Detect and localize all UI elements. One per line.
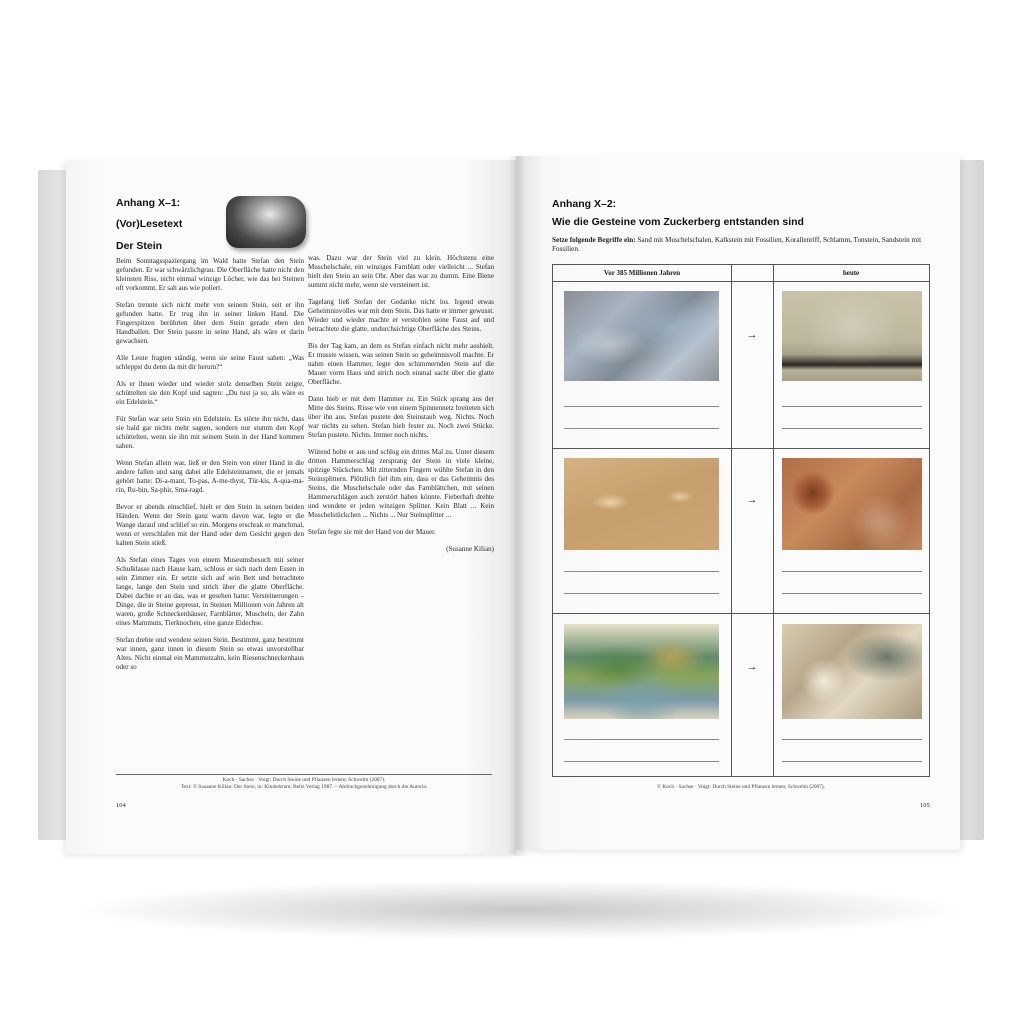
instruction-terms: Sand mit Muschelschalen, Kalkstein mit Fossilien, Korallenriff, Schlamm, Tonstein, Sandstein mit Fossilien. [552,236,922,253]
answer-line[interactable] [782,406,922,407]
answer-line[interactable] [782,739,922,740]
appendix-heading: Anhang X–1: [116,197,181,209]
text-column-left [116,257,304,680]
column-header-past: Vor 385 Millionen Jahren [553,265,731,282]
story-paragraph: Bevor er abends einschlief, hielt er den Stein in seinen beiden Händen. Wenn der Stein ganz warm davon war, legte er die Wange darauf und schlief so ein. Morgens erschrak er manchmal, wenn er verschlafen mit der Hand oder dem Gesicht gegen den kalten Stein stieß. [116,503,304,547]
left-page [66,160,516,854]
worksheet-instruction [552,236,932,254]
book-shadow [70,880,970,940]
text-column-right [308,254,494,562]
story-paragraph: Stefan drehte und wendete seinen Stein. Bestimmt, ganz bestimmt war innen, ganz innen in diesem Stein so etwas unvorstellbar Altes. Nicht einmal ein Mammutzahn, kein Riesenschneckenhaus oder so [116,636,304,671]
photo-coral-reef [564,624,719,719]
right-page [516,156,960,850]
photo-claystone [782,291,922,381]
worksheet-title: Wie die Gesteine vom Zuckerberg entstanden sind [552,216,804,228]
answer-line[interactable] [564,428,719,429]
story-paragraph: Bis der Tag kam, an dem es Stefan einfach nicht mehr aushielt. Er musste wissen, was seinen Stein so geheimnisvoll machte. Er nahm einen Hammer, legte den schimmernden Stein auf die Mauer vorm Haus und strich noch einmal sacht über die glatte Oberfläche. [308,342,494,386]
photo-limestone-fossils [782,624,922,719]
story-paragraph: Alle Leute fragten ständig, wenn sie seine Faust sahen: „Was schleppst du denn da mit dir herum?“ [116,354,304,371]
answer-line[interactable] [564,739,719,740]
answer-line[interactable] [782,428,922,429]
arrow-icon: → [746,494,758,506]
footer-rule [116,774,492,775]
row-divider [553,613,929,614]
column-header-now: heute [773,265,929,282]
story-paragraph: Beim Sonntagsspaziergang im Wald hatte Stefan den Stein gefunden. Er war schwärzlichgrau. Die Oberfläche hatte nicht den kleinsten Riss, nicht einmal winzige Löcher, wie das bei Steinen oft vorkommt. Er sah aus wie poliert. [116,257,304,292]
column-header-arrow [731,265,773,282]
story-paragraph: Für Stefan war sein Stein ein Edelstein. Es störte ihn nicht, dass sie bald gar nichts mehr sagten, sondern nur stumm den Kopf schüttelten, wenn sie ihn mit seinem Stein in der Hand kommen sahen. [116,415,304,450]
table-divider [773,265,774,776]
answer-line[interactable] [782,593,922,594]
story-paragraph: Dann hieb er mit dem Hammer zu. Ein Stück sprang aus der Mitte des Steins. Risse wie von einem Spinnennetz breiteten sich über ihn aus. Stefan pustete den Steinstaub weg. Nichts. Noch war nichts zu sehen. Stefan hieb fester zu. Noch zwei Stücke. Stefan pustete. Nichts. Immer noch nichts. [308,395,494,439]
book-cover-left-edge [38,170,68,840]
page-number-left: 104 [116,802,126,809]
answer-line[interactable] [564,571,719,572]
text-type-heading: (Vor)Lesetext [116,218,183,230]
story-paragraph: Als er ihnen wieder und wieder stolz denselben Stein zeigte, schüttelten sie den Kopf und sagten: „Du tust ja so, als wäre es ein Edelstein.“ [116,380,304,406]
answer-line[interactable] [564,761,719,762]
table-divider [731,265,732,776]
row-divider [553,448,929,449]
story-paragraph: Tagelang ließ Stefan der Gedanke nicht los. Irgend etwas Geheimnisvolles war mit dem Stein. Das hatte er immer gewusst. Wieder und wieder machte er verstohlen seine Faust auf und betrachtete die glatte, undurchsichtige Oberfläche des Steins. [308,298,494,333]
book-gutter [508,156,526,856]
rock-formation-table [552,264,930,777]
story-title: Der Stein [116,240,163,252]
instruction-label: Setze folgende Begriffe ein: [552,236,636,244]
answer-line[interactable] [782,761,922,762]
photo-sand-with-shells [564,458,719,550]
photo-mud [564,291,719,381]
author-signature: (Susanne Kilian) [446,545,494,553]
story-paragraph: Wenn Stefan allein war, ließ er den Stein von einer Hand in die andere fallen und sang dabei alle Edelsteinnamen, die er jemals gehört hatte: Di-a-mant, To-pas, A-me-thyst, Tür-kis, A-qua-ma-rin, Ru-bin, Sa-phir, Sma-ragd. [116,459,304,494]
answer-line[interactable] [782,571,922,572]
photo-sandstone-fossils [782,458,922,550]
story-paragraph: Stefan fegte sie mit der Hand von der Mauer. [308,528,436,536]
appendix-heading: Anhang X–2: [552,198,617,210]
arrow-icon: → [746,329,758,341]
footer-copyright: Text: © Susanne Kilian: Der Stein, in: Kinderkram; Beltz Verlag 1987. – Abdruckgenehmigung durch die Autorin. [180,784,428,790]
footer-source: © Koch · Sachse · Voigt: Durch Steine und Pflanzen lernen; Schwelm (2007). [656,784,826,790]
footer-source: Koch · Sachse · Voigt: Durch Steine und Pflanzen lernen; Schwelm (2007). [222,777,386,783]
answer-line[interactable] [564,406,719,407]
answer-line[interactable] [564,593,719,594]
arrow-icon: → [746,661,758,673]
story-paragraph: Stefan trennte sich nicht mehr von seinem Stein, seit er ihn gefunden hatte. Er trug ihn in seiner linken Hand. Die Fingerspitzen berührten über dem Stein gerade eben den Handballen. Der Stein passte in seine Hand, als wäre er darin gewachsen. [116,301,304,345]
stone-photo [226,196,306,248]
book-cover-right-edge [956,160,984,840]
story-paragraph: was. Dazu war der Stein viel zu klein. Höchstens eine Muschelschale, ein winziges Farnblatt oder vielleicht ... Stefan hielt den Stein an sein Ohr. Aber das war zu dumm. Eine Biene summt nicht mehr, wenn sie versteinert ist. [308,254,494,289]
page-number-right: 105 [920,802,930,809]
story-paragraph: Wütend holte er aus und schlug ein drittes Mal zu. Unter diesem dritten Hammerschlag zersprang der Stein in viele kleine, spitzige Stückchen. Mit zitternden Fingern wühlte Stefan in den Steinsplittern. Plötzlich fiel ihm ein, dass er das Geheimnis des Steins, die Muschelschale oder das Farnblättchen, mit seinen Hammerschlägen auch zerstört haben könnte. Fieberhaft drehte und wendete er jeden winzigen Splitter. Kein Blatt ... Kein Muschelstückchen ... Nichts ... Nur Steinsplitter ... [308,448,494,519]
story-paragraph: Als Stefan eines Tages von einem Museumsbesuch mit seiner Schulklasse nach Hause kam, schloss er sich nach dem Essen in sein Zimmer ein. Er setzte sich auf sein Bett und betrachtete lange, lange den Stein und strich über die glatte Oberfläche. Dabei dachte er an das, was er gesehen hatte: Versteinerungen – Dinge, die in Steine gepresst, in Steinen Millionen von Jahren alt waren, große Schneckenhäuser, Farnblätter, Muscheln, der Zahn eines Mammuts, Tierknochen, eine ganze Eidechse. [116,556,304,627]
